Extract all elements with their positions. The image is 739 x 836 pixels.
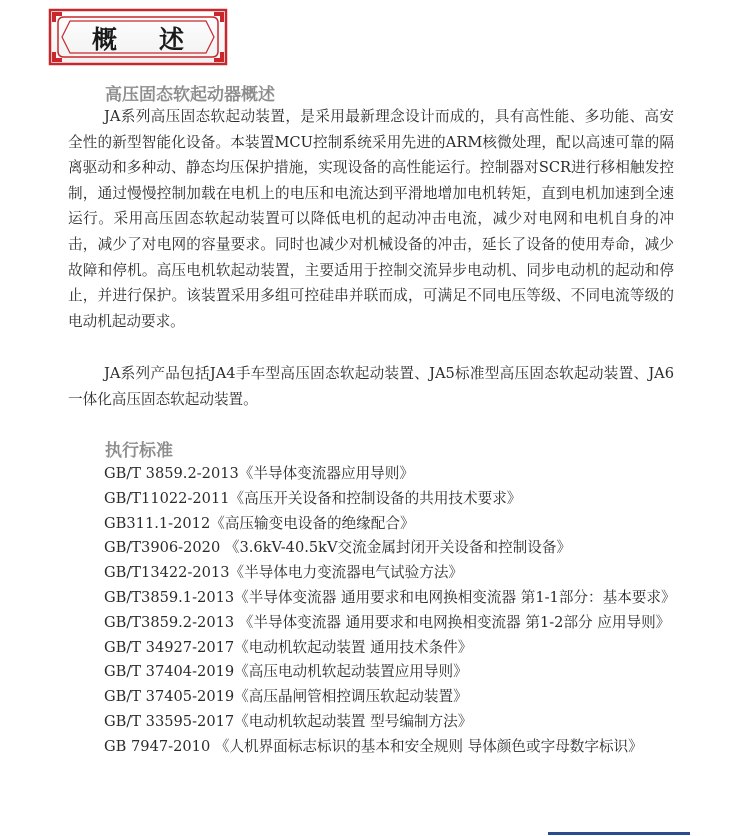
footer-rule <box>548 832 690 835</box>
standard-item: GB/T 3859.2-2013《半导体变流器应用导则》 <box>104 465 414 482</box>
standard-item: GB/T11022-2011《高压开关设备和控制设备的共用技术要求》 <box>104 489 522 507</box>
section-heading-standards: 执行标准 <box>105 441 173 461</box>
standard-item: GB/T13422-2013《半导体电力变流器电气试验方法》 <box>104 564 464 582</box>
overview-paragraph-2: JA系列产品包括JA4手车型高压固态软起动装置、JA5标准型高压固态软起动装置、JA6一体化高压固态软起动装置。 <box>68 365 674 408</box>
standard-item: GB/T 34927-2017《电动机软起动装置 通用技术条件》 <box>104 638 473 656</box>
standard-item: GB/T 33595-2017《电动机软起动装置 型号编制方法》 <box>104 712 473 730</box>
standard-item: GB/T3859.2-2013 《半导体变流器 通用要求和电网换相变流器 第1-2部分 应用导则》 <box>104 613 671 631</box>
standards-list <box>68 462 674 760</box>
standard-item: GB/T 37405-2019《高压晶闸管相控调压软起动装置》 <box>104 688 468 706</box>
standard-item: GB311.1-2012《高压输变电设备的绝缘配合》 <box>104 514 415 532</box>
standard-item: GB/T3859.1-2013《半导体变流器 通用要求和电网换相变流器 第1-1部分：基本要求》 <box>104 588 676 606</box>
section-heading-overview: 高压固态软起动器概述 <box>105 85 275 105</box>
page-title: 概述 <box>91 25 226 54</box>
standard-item: GB/T3906-2020 《3.6kV-40.5kV交流金属封闭开关设备和控制设备》 <box>104 539 572 557</box>
standard-item: GB/T 37404-2019《高压电动机软起动装置应用导则》 <box>104 663 468 681</box>
standard-item: GB 7947-2010 《人机界面标志标识的基本和安全规则 导体颜色或字母数字标识》 <box>104 737 643 755</box>
title-frame <box>48 8 228 66</box>
overview-paragraph-1: JA系列高压固态软起动装置，是采用最新理念设计而成的，具有高性能、多功能、高安全性的新型智能化设备。本装置MCU控制系统采用先进的ARM核微处理，配以高速可靠的隔离驱动和多种动、静态均压保护措施，实现设备的高性能运行。控制器对SCR进行移相触发控制，通过慢慢控制加载在电机上的电压和电流达到平滑地增加电机转矩，直到电机加速到全速运行。采用高压固态软起动装置可以降低电机的起动冲击电流，减少对电网和电机自身的冲击，减少了对电网的容量要求。同时也减少对机械设备的冲击，延长了设备的使用寿命，减少故障和停机。高压电机软起动装置，主要适用于控制交流异步电动机、同步电动机的起动和停止，并进行保护。该装置采用多组可控硅串并联而成，可满足不同电压等级、不同电流等级的电动机起动要求。 <box>68 108 674 330</box>
